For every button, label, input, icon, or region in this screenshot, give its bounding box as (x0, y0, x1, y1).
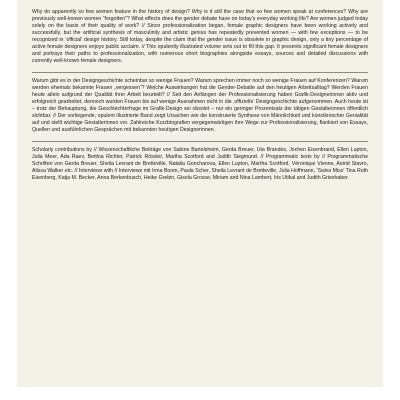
section-divider-1 (32, 72, 368, 73)
section-divider-2 (32, 141, 368, 142)
back-cover-page (17, 0, 383, 387)
english-intro-text: Why do apparently so few women feature in the history of design? Why is it still the case that so few women speak at conferences? Why are previously well-known women “forgotten”? What effects does the gender debate have on today’s everyday working life? Are women judged today solely on the basis of their quality of work? // Since professionalization began, female graphic designers have been working actively and successfully, but the artificial synthesis of masculinity and artistic genius has repeatedly prevented women — with few exceptions — to be recognized in ‘official’ design history. Still today, despite the claim that the gender issue is obsolete in graphic design, only a tiny percentage of active female designers enjoys public acclaim. // This opulently illustrated volume sets out to fill this gap. It presents significant female designers and portrays their paths to professionalization, with numerous short biographies alongside essays, sources and detailed discussions with currently well-known female designers. (32, 9, 368, 65)
german-intro-text: Warum gibt es in der Designgeschichte scheinbar so wenige Frauen? Warum sprechen immer noch so wenige Frauen auf Konferenzen? Warum werden ehemals bekannte Frauen „vergessen“? Welche Auswirkungen hat die Gender-Debatte auf den heutigen Arbeitsalltag? Werden Frauen heute allein aufgrund der Qualität ihrer Arbeit beurteilt? // Seit den Anfängen der Professionalisierung haben Grafik-Designerinnen aktiv und erfolgreich gearbeitet, dennoch wurden Frauen bis auf wenige Ausnahmen nicht in die ‚offizielle‘ Designgeschichte aufgenommen. Auch heute ist – trotz der Behauptung, die Geschlechterfrage im Grafik-Design sei obsolet – nur ein geringer Prozentsatz der tätigen Gestalterinnen öffentlich sichtbar. // Der vorliegende, opulent illustrierte Band zeigt Ursachen wie die konstruierte Synthese von Männlichkeit und künstlerischer Genialität auf und stellt wichtige Gestalterinnen vor. Zahlreiche Kurzbiografien vergegenwärtigen ihre Wege zur Professionalisierung, flankiert von Essays, Quellen und ausführlichen Gesprächen mit bekannten heutigen Designerinnen. (32, 77, 368, 134)
contributors-text: Scholarly contributions by // Wissenschaftliche Beiträge von Sabine Bartelsheim, Gerda Breuer, Uta Brandes, Jochen Eisenbrand, Ellen Lupton, Julia Meer, Ada Raev, Bettina Richter, Patrick Rössler, Martha Scotford and Judith Siegmund. // Programmatic texts by // Programmatische Schriften von Gerda Breuer, Sheila Levrant de Bretteville, Natalia Goncharova, Ellen Lupton, Martha Scotford, Véronique Vienne, Astrid Stavro, Alissa Walker etc. // Interviews with // Interviews mit Irma Boom, Paula Scher, Sheila Levrant de Bretteville, Julia Hoffmann, ‘Swiss Miss’ Tina Roth Eisenberg, Katja M. Becker, Anna Berkenbusch, Heike Grebin, Gisela Grosse, Miriam and Nina Lambert, Iris Utikal and Judith Grieshaber. (32, 146, 368, 181)
